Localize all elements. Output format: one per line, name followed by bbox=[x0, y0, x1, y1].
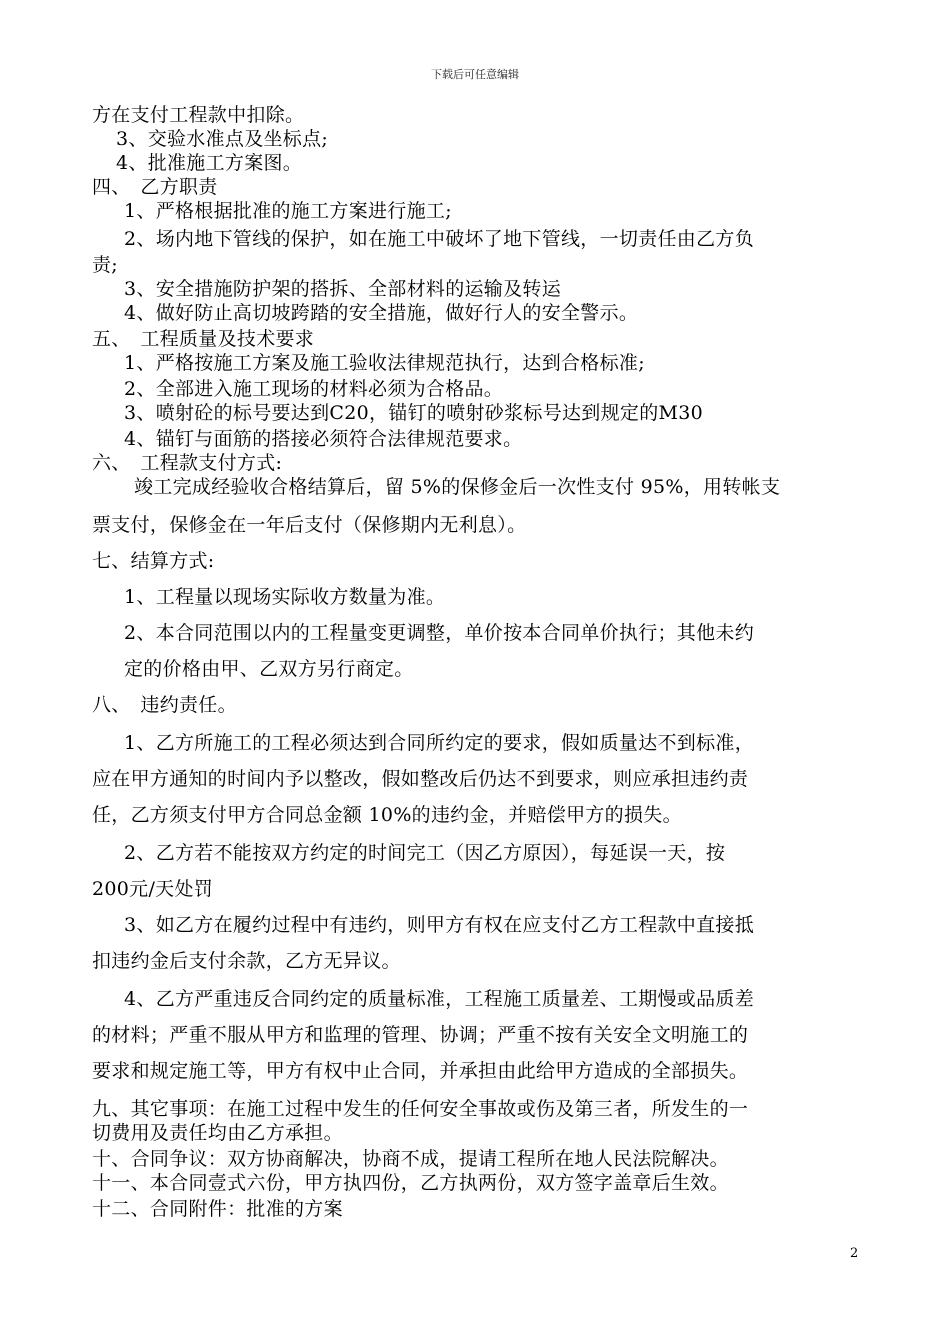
text-line: 4、批准施工方案图。 bbox=[116, 152, 303, 174]
text-line: 竣工完成经验收合格结算后，留 5%的保修金后一次性支付 95%，用转帐支 bbox=[134, 476, 781, 498]
page-number: 2 bbox=[850, 1246, 859, 1261]
text-line: 的材料；严重不服从甲方和监理的管理、协调；严重不按有关安全文明施工的 bbox=[92, 1024, 749, 1046]
text-line: 要求和规定施工等，甲方有权中止合同，并承担由此给甲方造成的全部损失。 bbox=[92, 1060, 749, 1082]
text-line: 切费用及责任均由乙方承担。 bbox=[92, 1122, 343, 1144]
text-line: 200元/天处罚 bbox=[92, 878, 214, 900]
text-line: 十二、合同附件：批准的方案 bbox=[92, 1198, 343, 1220]
section-heading: 四、 乙方职责 bbox=[92, 176, 218, 198]
text-line: 1、工程量以现场实际收方数量为准。 bbox=[124, 586, 446, 608]
text-line: 2、全部进入施工现场的材料必须为合格品。 bbox=[124, 378, 504, 400]
section-heading: 八、 违约责任。 bbox=[92, 694, 237, 716]
text-line: 2、场内地下管线的保护，如在施工中破坏了地下管线，一切责任由乙方负 bbox=[124, 228, 754, 250]
text-line: 2、乙方若不能按双方约定的时间完工（因乙方原因），每延误一天，按 bbox=[124, 842, 726, 864]
text-line: 3、喷射砼的标号要达到C20，锚钉的喷射砂浆标号达到规定的M30 bbox=[124, 402, 704, 424]
text-line: 2、本合同范围以内的工程量变更调整，单价按本合同单价执行；其他未约 bbox=[124, 622, 754, 644]
text-line: 应在甲方通知的时间内予以整改，假如整改后仍达不到要求，则应承担违约责 bbox=[92, 768, 749, 790]
text-line: 3、交验水准点及坐标点; bbox=[116, 128, 329, 150]
text-line: 定的价格由甲、乙双方另行商定。 bbox=[124, 658, 414, 680]
text-line: 4、锚钉与面筋的搭接必须符合法律规范要求。 bbox=[124, 428, 523, 450]
text-line: 1、严格按施工方案及施工验收法律规范执行，达到合格标准; bbox=[124, 352, 645, 374]
text-line: 4、做好防止高切坡跨踏的安全措施，做好行人的安全警示。 bbox=[124, 302, 639, 324]
text-line: 1、乙方所施工的工程必须达到合同所约定的要求，假如质量达不到标准， bbox=[124, 732, 754, 754]
text-line: 4、乙方严重违反合同约定的质量标准，工程施工质量差、工期慢或品质差 bbox=[124, 988, 754, 1010]
text-line: 1、严格根据批准的施工方案进行施工; bbox=[124, 200, 452, 222]
text-line: 十一、本合同壹式六份，甲方执四份，乙方执两份，双方签字盖章后生效。 bbox=[92, 1172, 729, 1194]
page-header: 下载后可任意编辑 bbox=[431, 68, 519, 81]
text-line: 十、合同争议：双方协商解决，协商不成，提请工程所在地人民法院解决。 bbox=[92, 1148, 729, 1170]
text-line: 方在支付工程款中扣除。 bbox=[92, 104, 305, 126]
text-line: 任，乙方须支付甲方合同总金额 10%的违约金，并赔偿甲方的损失。 bbox=[92, 804, 682, 826]
text-line: 3、安全措施防护架的搭拆、全部材料的运输及转运 bbox=[124, 278, 561, 300]
section-heading: 五、 工程质量及技术要求 bbox=[92, 328, 315, 350]
text-line: 九、其它事项：在施工过程中发生的任何安全事故或伤及第三者，所发生的一 bbox=[92, 1098, 749, 1120]
text-line: 责; bbox=[92, 254, 119, 276]
text-line: 3、如乙方在履约过程中有违约，则甲方有权在应支付乙方工程款中直接抵 bbox=[124, 914, 754, 936]
text-line: 票支付，保修金在一年后支付（保修期内无利息）。 bbox=[92, 514, 527, 536]
section-heading: 七、结算方式: bbox=[92, 550, 215, 572]
text-line: 扣违约金后支付余款，乙方无异议。 bbox=[92, 950, 401, 972]
section-heading: 六、 工程款支付方式: bbox=[92, 452, 283, 474]
